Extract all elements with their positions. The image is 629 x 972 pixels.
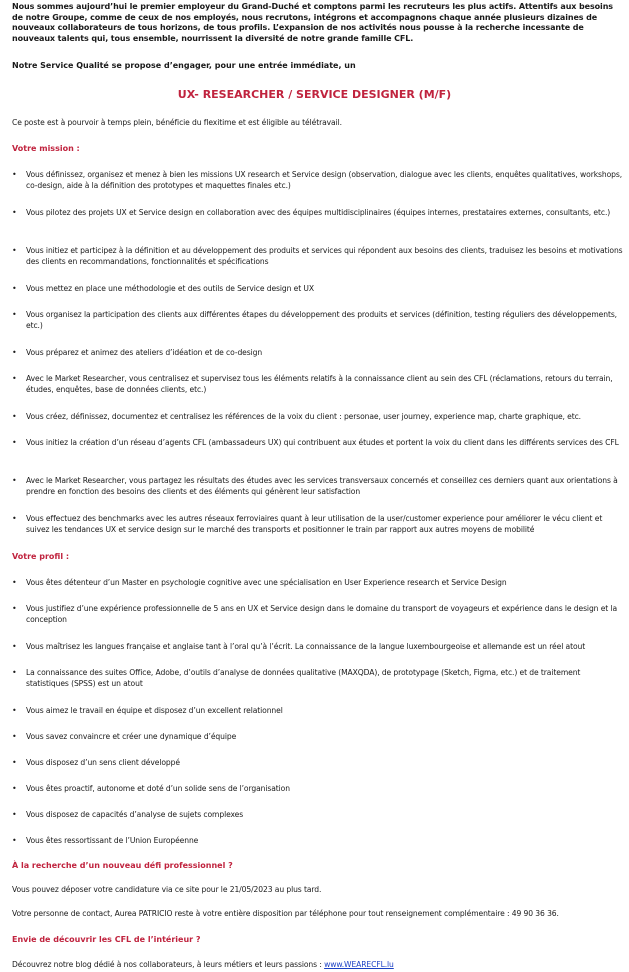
mission-item: • Vous initiez et participez à la définition et au développement des produits et services qui répondent aux besoins des clients, traduisez les besoins et motivations des clients en recommandations, fonctionnalités et spécifications (12, 246, 623, 266)
bullet-icon: • (12, 604, 17, 613)
challenge-title: À la recherche d’un nouveau défi professionnel ? (12, 861, 233, 870)
bullet-icon: • (12, 578, 17, 587)
mission-item: • Vous organisez la participation des clients aux différentes étapes du développement des produits et services (définition, testing réguliers des développements, etc.) (12, 310, 617, 330)
mission-item: • Vous initiez la création d’un réseau d’agents CFL (ambassadeurs UX) qui contribuent aux études et portent la voix du client dans les différents services des CFL (12, 438, 619, 447)
lead-sentence: Notre Service Qualité se propose d’engager, pour une entrée immédiate, un (12, 61, 356, 70)
profile-item: • Vous justifiez d’une expérience professionnelle de 5 ans en UX et Service design dans le domaine du transport de voyageurs et expérience dans le design et la conception (12, 604, 618, 624)
bullet-icon: • (12, 784, 17, 793)
bullet-icon: • (12, 348, 17, 357)
apply-deadline: Vous pouvez déposer votre candidature via ce site pour le 21/05/2023 au plus tard. (12, 885, 322, 894)
bullet-icon: • (12, 758, 17, 767)
contact-info: Votre personne de contact, Aurea PATRICIO reste à votre entière disposition par téléphone pour tout renseignement complémentaire : 49 90 36 36. (12, 909, 559, 918)
profile-item: • Vous aimez le travail en équipe et disposez d’un excellent relationnel (12, 706, 283, 715)
mission-item: • Vous mettez en place une méthodologie et des outils de Service design et UX (12, 284, 314, 293)
bullet-icon: • (12, 246, 17, 255)
mission-item: • Avec le Market Researcher, vous partagez les résultats des études avec les services transversaux concernés et conseillez ces derniers quant aux orientations à prendre en fonction des besoins des clients et des éléments qui génèrent leur satisfaction (12, 476, 618, 496)
bullet-icon: • (12, 208, 17, 217)
bullet-icon: • (12, 476, 17, 485)
intro-paragraph: Nous sommes aujourd’hui le premier employeur du Grand-Duché et comptons parmi les recruteurs les plus actifs. Attentifs aux besoins de notre Groupe, comme de ceux de nos employés, nous recrutons, intégrons et accompagnons chaque année plusieurs dizaines de nouveaux collaborateurs de tous horizons, de tous profils. L’expansion de nos activités nous pousse à la recherche incessante de nouveaux talents qui, tous ensemble, nourrissent la diversité de notre grande famille CFL. (12, 2, 613, 43)
bullet-icon: • (12, 810, 17, 819)
bullet-icon: • (12, 284, 17, 293)
profile-item: • Vous êtes détenteur d’un Master en psychologie cognitive avec une spécialisation en User Experience research et Service Design (12, 578, 507, 587)
bullet-icon: • (12, 170, 17, 179)
profile-item: • Vous disposez de capacités d’analyse de sujets complexes (12, 810, 244, 819)
mission-title: Votre mission : (12, 144, 80, 153)
mission-item: • Vous définissez, organisez et menez à bien les missions UX research et Service design (observation, dialogue avec les clients, enquêtes qualitatives, workshops, co-design, aide à la définition des prototypes et maquettes finales etc.) (12, 170, 623, 190)
mission-item: • Vous créez, définissez, documentez et centralisez les références de la voix du client : personae, user journey, experience map, charte graphique, etc. (12, 412, 581, 421)
profile-title: Votre profil : (12, 552, 70, 561)
position-info: Ce poste est à pourvoir à temps plein, bénéficie du flexitime et est éligible au télétravail. (12, 118, 342, 127)
bullet-icon: • (12, 438, 17, 447)
job-title: UX- RESEARCHER / SERVICE DESIGNER (M/F) (177, 88, 452, 101)
mission-item: • Vous préparez et animez des ateliers d’idéation et de co-design (12, 348, 263, 357)
bullet-icon: • (12, 412, 17, 421)
bullet-icon: • (12, 514, 17, 523)
bullet-icon: • (12, 706, 17, 715)
discover-title: Envie de découvrir les CFL de l’intérieur ? (12, 935, 201, 944)
bullet-icon: • (12, 310, 17, 319)
mission-item: • Avec le Market Researcher, vous centralisez et supervisez tous les éléments relatifs à la connaissance client au sein des CFL (réclamations, retours du terrain, études, enquêtes, base de données clients, etc.) (12, 374, 613, 394)
mission-item: • Vous pilotez des projets UX et Service design en collaboration avec des équipes multidisciplinaires (équipes internes, prestataires externes, consultants, etc.) (12, 208, 611, 217)
mission-item: • Vous effectuez des benchmarks avec les autres réseaux ferroviaires quant à leur utilisation de la user/customer experience pour améliorer le vécu client et suivez les tendances UX et service design sur le marché des transports et positionner le train par rapport aux autres moyens de mobilité (12, 514, 603, 534)
profile-item: • Vous êtes ressortissant de l’Union Européenne (12, 836, 199, 845)
bullet-icon: • (12, 668, 17, 677)
blog-paragraph (12, 960, 624, 971)
profile-item: • Vous maîtrisez les langues française et anglaise tant à l’oral qu’à l’écrit. La connaissance de la langue luxembourgeoise et allemande est un réel atout (12, 642, 586, 651)
bullet-icon: • (12, 732, 17, 741)
bullet-icon: • (12, 642, 17, 651)
profile-item: • Vous disposez d’un sens client développé (12, 758, 180, 767)
bullet-icon: • (12, 374, 17, 383)
profile-item: • La connaissance des suites Office, Adobe, d’outils d’analyse de données qualitative (MAXQDA), de prototypage (Sketch, Figma, etc.) et de traitement statistiques (SPSS) est un atout (12, 668, 581, 688)
blog-text: Découvrez notre blog dédié à nos collaborateurs, à leurs métiers et leurs passions : (12, 960, 325, 969)
profile-item: • Vous êtes proactif, autonome et doté d’un solide sens de l’organisation (12, 784, 290, 793)
bullet-icon: • (12, 836, 17, 845)
blog-link[interactable]: www.WEARECFL.lu (324, 960, 394, 969)
profile-item: • Vous savez convaincre et créer une dynamique d’équipe (12, 732, 237, 741)
